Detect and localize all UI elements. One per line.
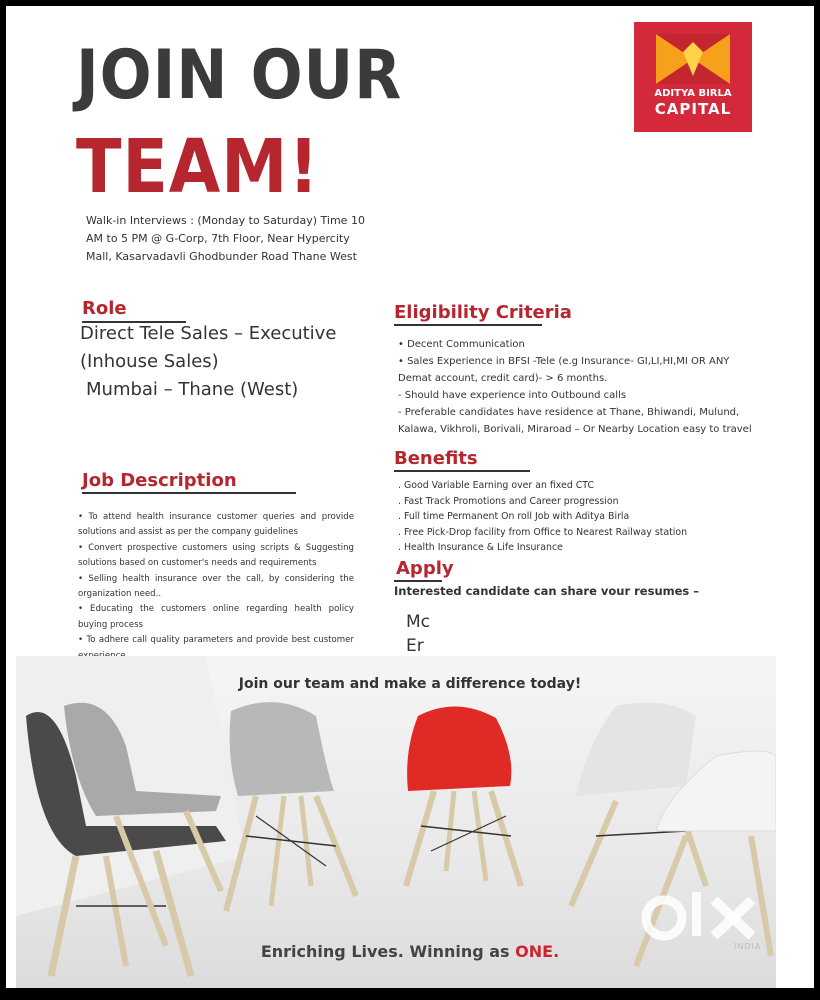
- list-item: - Preferable candidates have residence at Thane, Bhiwandi, Mulund, Kalawa, Vikhroli, Borivali, Miraroad – Or Nearby Location easy to travel: [398, 407, 752, 435]
- apply-heading: Apply: [396, 558, 454, 579]
- list-item: . Fast Track Promotions and Career progression: [398, 495, 619, 507]
- walkin-line: AM to 5 PM @ G-Corp, 7th Floor, Near Hypercity: [86, 232, 350, 245]
- benefits-heading: Benefits: [394, 448, 478, 469]
- footer-slogan-highlight: ONE.: [515, 942, 560, 961]
- benefits-list: [398, 478, 728, 556]
- eligibility-heading: Eligibility Criteria: [394, 302, 572, 323]
- list-item: • Sales Experience in BFSI -Tele (e.g Insurance- GI,LI,HI,MI OR ANY Demat account, credit card)- > 6 months.: [398, 356, 730, 384]
- list-item: • To adhere call quality parameters and provide best customer: [78, 635, 354, 646]
- email-contact: Er: [406, 636, 424, 656]
- role-line: Direct Tele Sales – Executive: [80, 323, 337, 344]
- eligibility-underline: [394, 324, 542, 326]
- list-item: - Should have experience into Outbound calls: [398, 390, 627, 401]
- list-item: • Educating the customers online regarding health policy buying process: [78, 604, 354, 630]
- chair-red: [406, 706, 521, 886]
- tagline: Join our team and make a difference today!: [238, 676, 582, 692]
- logo-text-aditya-birla: ADITYA BIRLA: [654, 88, 732, 99]
- walkin-line: Walk-in Interviews : (Monday to Saturday) Time 10: [86, 214, 365, 227]
- job-description-list: [78, 510, 354, 664]
- olx-watermark: [634, 882, 774, 962]
- walkin-details: [86, 212, 386, 266]
- job-description-heading: Job Description: [82, 470, 237, 491]
- list-item: • Selling health insurance over the call, by considering the organization need..: [78, 573, 354, 600]
- apply-underline: [394, 580, 442, 582]
- role-line: Mumbai – Thane (West): [86, 379, 299, 400]
- aditya-birla-capital-logo: [634, 22, 752, 132]
- chair-grey-middle: [226, 702, 356, 911]
- title-join-our: JOIN OUR: [76, 36, 403, 115]
- list-item: . Full time Permanent On roll Job with Aditya Birla: [398, 511, 630, 522]
- list-item: • Decent Communication: [398, 339, 525, 350]
- eligibility-list: [398, 336, 766, 438]
- benefits-underline: [394, 470, 530, 472]
- list-item: • To attend health insurance customer queries and provide solutions and assist as per the company guidelines: [78, 512, 354, 538]
- footer-slogan-text: Enriching Lives. Winning as: [260, 942, 516, 961]
- walkin-line: Mall, Kasarvadavli Ghodbunder Road Thane West: [86, 250, 357, 263]
- sun-logo-icon: [656, 34, 730, 84]
- title-team: TEAM!: [76, 124, 320, 210]
- list-item: • Convert prospective customers using scripts & Suggesting solutions based on customer's needs and requirements: [78, 542, 354, 569]
- list-item: . Health Insurance & Life Insurance: [398, 542, 563, 553]
- role-details: [80, 320, 336, 404]
- role-line: (Inhouse Sales): [80, 351, 219, 372]
- job-poster: [6, 6, 814, 988]
- list-item: . Good Variable Earning over an fixed CTC: [398, 480, 595, 491]
- mobile-contact: Mc: [406, 612, 431, 632]
- role-heading: Role: [82, 298, 127, 319]
- logo-text-capital: CAPITAL: [654, 100, 732, 118]
- job-description-underline: [82, 492, 296, 494]
- olx-sub: INDIA: [734, 942, 762, 951]
- apply-instructions: Interested candidate can share vour resumes –: [394, 584, 700, 598]
- list-item: . Free Pick-Drop facility from Office to Nearest Railway station: [398, 526, 688, 538]
